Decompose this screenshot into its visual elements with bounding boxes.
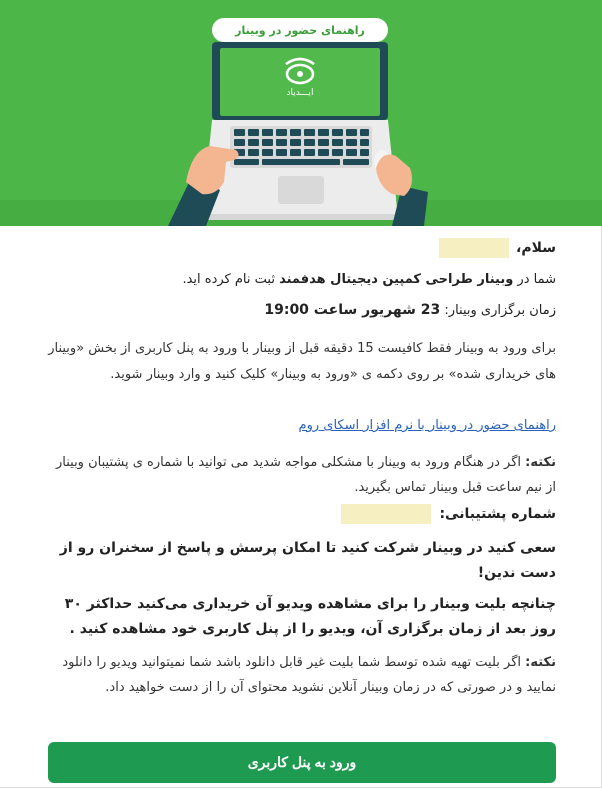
encourage-text: سعی کنید در وبینار شرکت کنید تا امکان پرسش و پاسخ از سخنران رو از دست ندین! bbox=[59, 540, 556, 581]
registration-prefix: شما در bbox=[517, 272, 556, 287]
user-panel-button[interactable]: ورود به پنل کاربری bbox=[48, 742, 556, 783]
schedule-value: 23 شهریور ساعت 19:00 bbox=[264, 302, 441, 318]
webinar-name: وبینار طراحی کمپین دیجیتال هدفمند bbox=[279, 272, 514, 287]
logo-text: ایـــدیاد bbox=[286, 88, 314, 98]
registration-suffix: ثبت نام کرده اید. bbox=[182, 272, 275, 287]
recording-text: چنانچه بلیت وبینار را برای مشاهده ویدیو آن خریداری می‌کنید حداکثر ۳۰ روز بعد از زمان برگزاری آن، ویدیو را از پنل کاربری خود مشاهده کنید . bbox=[64, 596, 556, 637]
instructions-text: برای ورود به وبینار فقط کافیست 15 دقیقه قبل از وبینار با ورود به پنل کاربری از بخش «وبینار های خریداری شده» بر روی دکمه ی «ورود به وبینار» کلیک کنید و وارد وبینار شوید. bbox=[48, 341, 556, 382]
support-note-label: نکته: bbox=[525, 455, 556, 470]
download-note-label: نکته: bbox=[525, 655, 556, 670]
banner-title-pill bbox=[212, 18, 388, 42]
touchpad bbox=[278, 176, 324, 204]
redacted-name bbox=[439, 238, 509, 258]
banner-title: راهنمای حضور در وبینار bbox=[235, 23, 365, 37]
download-note-text: اگر بلیت تهیه شده توسط شما بلیت غیر قابل دانلود باشد شما نمیتوانید ویدیو را دانلود نمایید و در صورتی که در زمان وبینار آنلاین نشوید محتوای آن را از دست خواهید داد. bbox=[62, 655, 556, 695]
schedule-label: زمان برگزاری وبینار: bbox=[444, 303, 556, 318]
greeting-line bbox=[48, 236, 556, 260]
guide-link[interactable]: راهنمای حضور در وبینار با نرم افزار اسکای روم bbox=[298, 418, 556, 433]
registration-line bbox=[48, 268, 556, 292]
support-note-text: اگر در هنگام ورود به وبینار با مشکلی مواجه شدید می توانید با شماره ی پشتیبان وبینار از نیم ساعت قبل وبینار تماس بگیرید. bbox=[55, 455, 556, 495]
support-phone-label: شماره پشتیبانی: bbox=[439, 506, 556, 522]
redacted-phone bbox=[341, 504, 431, 524]
hero-banner bbox=[0, 0, 602, 226]
download-note bbox=[48, 650, 556, 700]
support-note bbox=[48, 450, 556, 500]
schedule-line bbox=[48, 298, 556, 323]
support-phone-line bbox=[48, 502, 556, 526]
greeting-text: سلام، bbox=[516, 240, 556, 256]
